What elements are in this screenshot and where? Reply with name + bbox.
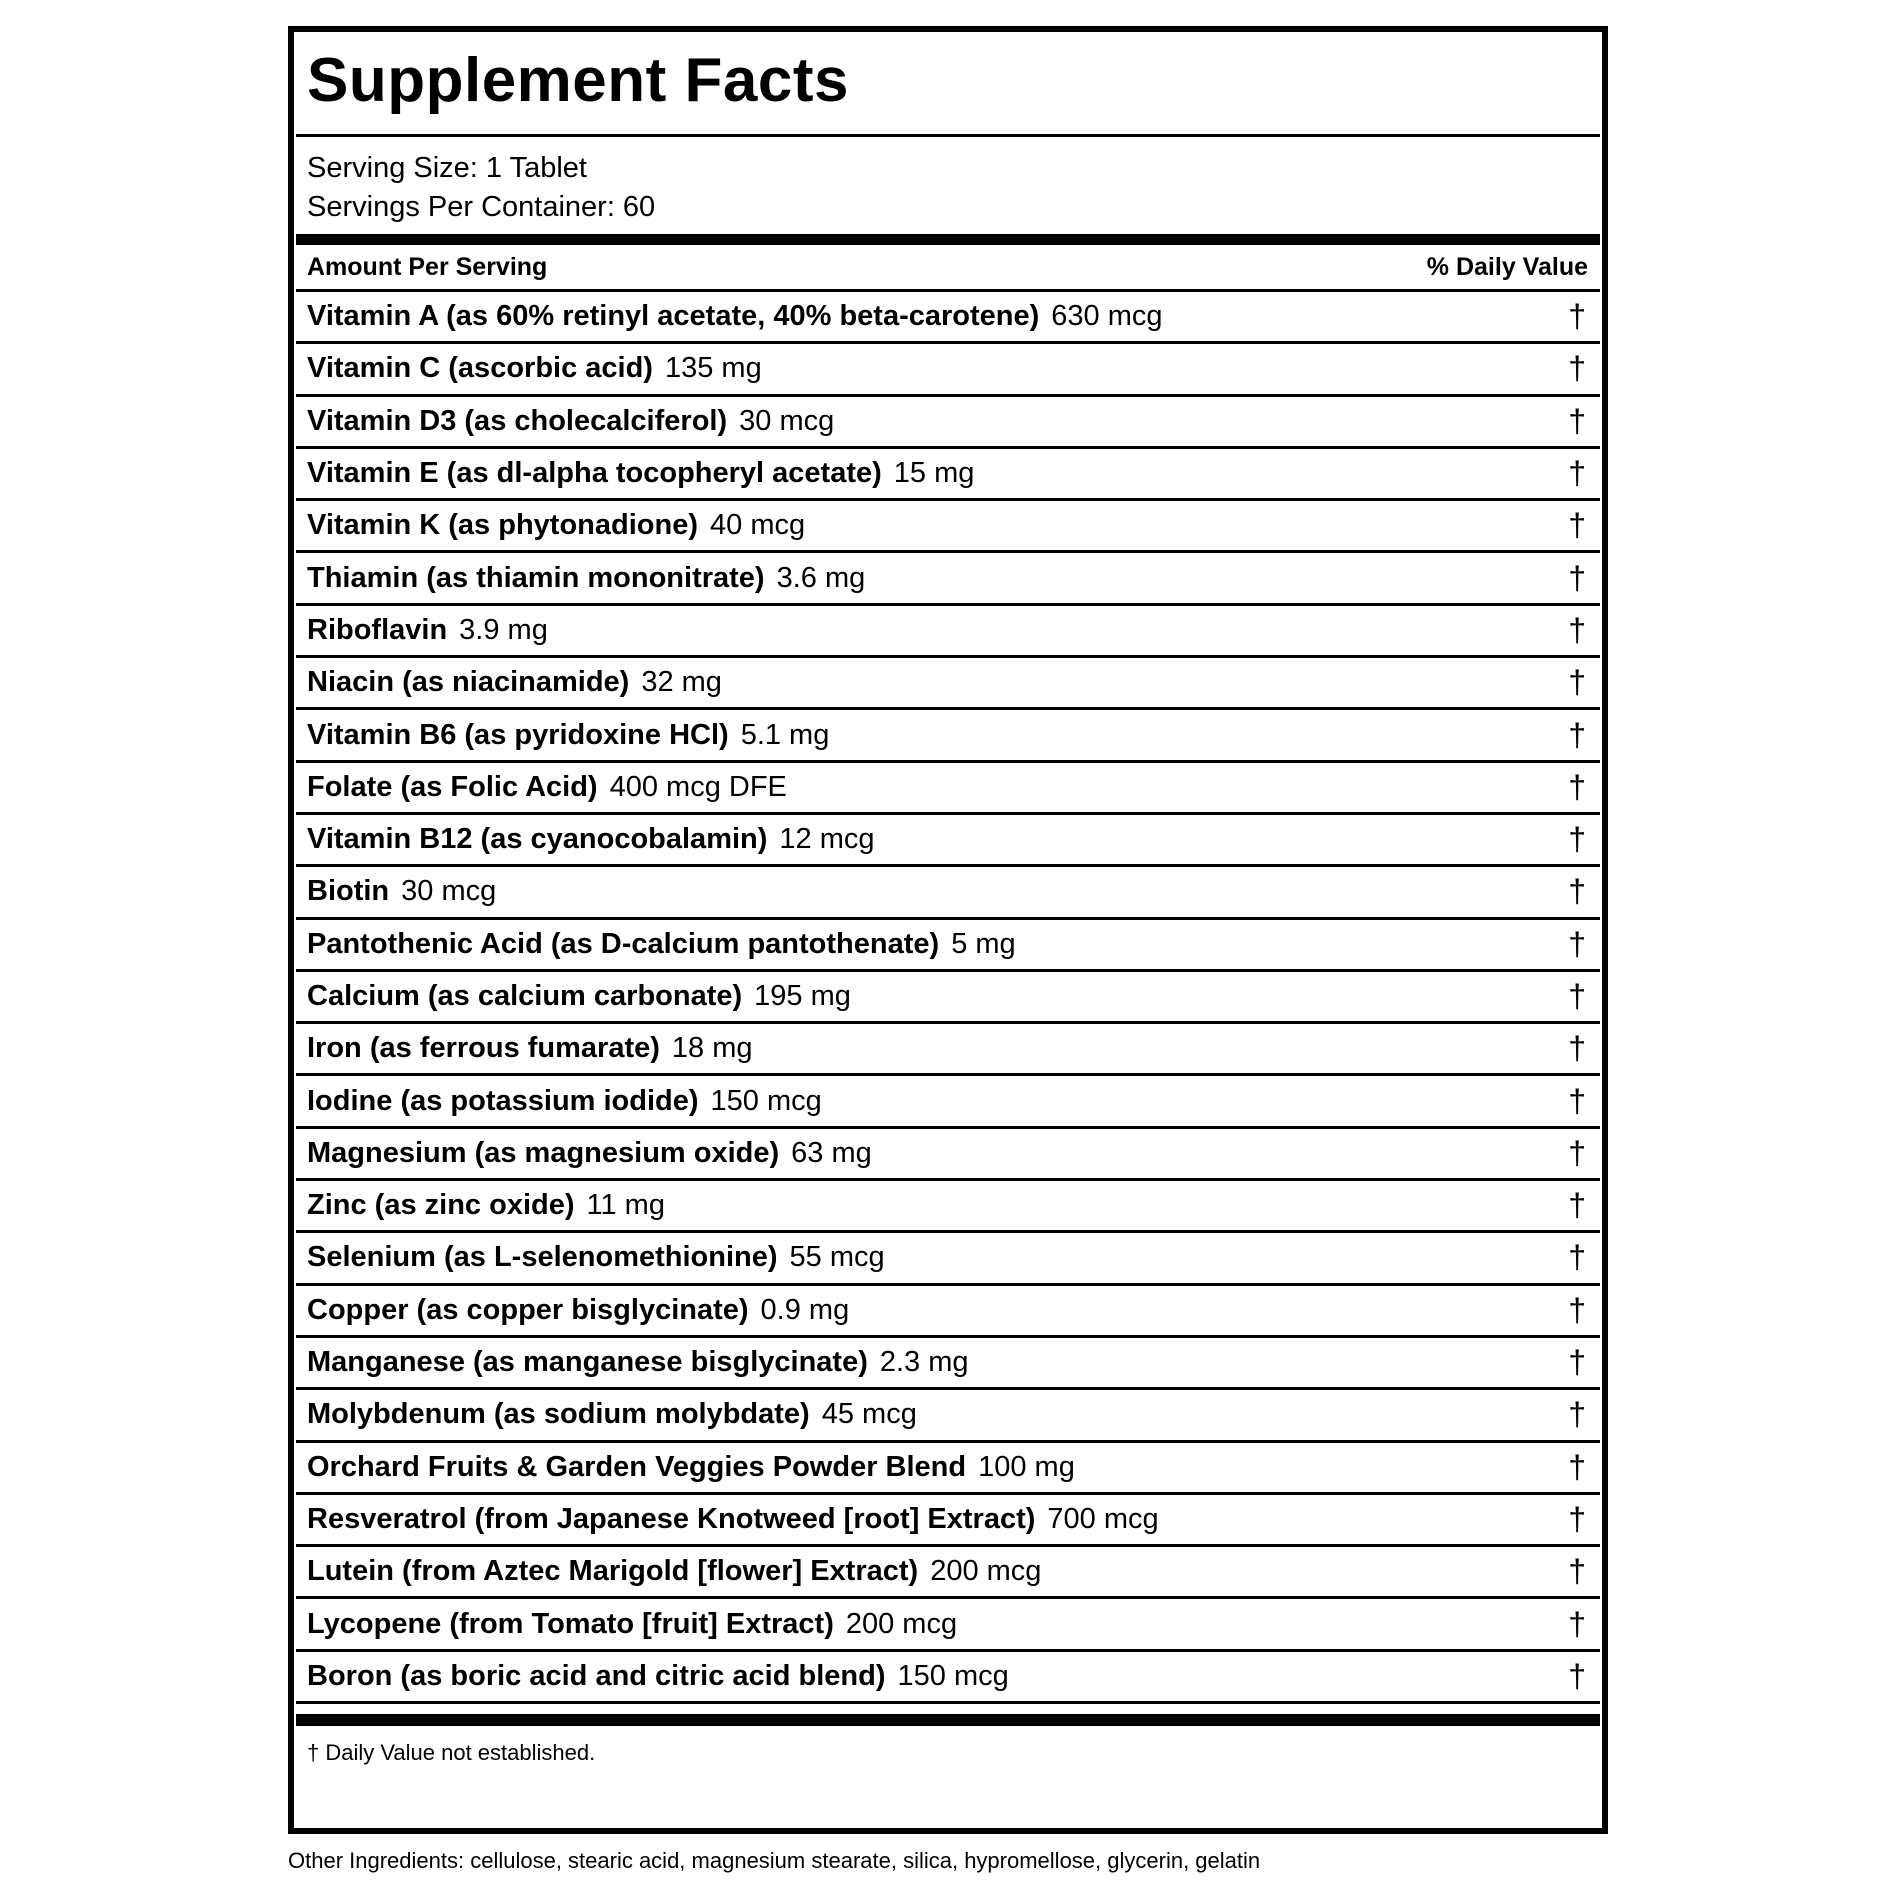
nutrient-amount: 55 mcg	[789, 1241, 885, 1274]
nutrient-left	[307, 719, 829, 752]
amount-per-serving-header: Amount Per Serving	[307, 252, 548, 281]
nutrient-amount: 630 mcg	[1051, 300, 1163, 333]
nutrient-row	[296, 1443, 1600, 1495]
nutrient-row	[296, 1129, 1600, 1181]
nutrient-name: Boron (as boric acid and citric acid blend)	[307, 1659, 886, 1692]
nutrient-row	[296, 920, 1600, 972]
nutrient-daily-value: †	[1568, 1657, 1586, 1694]
nutrient-daily-value: †	[1568, 1605, 1586, 1642]
nutrient-name: Vitamin B6 (as pyridoxine HCl)	[307, 718, 729, 751]
serving-size: Serving Size: 1 Tablet	[307, 152, 587, 184]
nutrient-amount: 18 mg	[671, 1032, 753, 1065]
nutrient-left	[307, 1503, 1159, 1536]
column-header-row	[296, 245, 1600, 292]
nutrient-name: Selenium (as L-selenomethionine)	[307, 1241, 778, 1274]
nutrient-daily-value: †	[1568, 873, 1586, 910]
nutrient-left	[307, 509, 805, 542]
nutrient-left	[307, 300, 1163, 333]
nutrient-left	[307, 666, 722, 699]
nutrient-amount: 11 mg	[586, 1189, 665, 1222]
nutrient-amount: 200 mcg	[845, 1607, 958, 1640]
nutrient-name: Magnesium (as magnesium oxide)	[307, 1136, 780, 1169]
nutrient-name: Calcium (as calcium carbonate)	[307, 980, 743, 1012]
nutrient-left	[307, 823, 875, 856]
nutrient-daily-value: †	[1568, 1553, 1586, 1590]
nutrient-left	[307, 614, 548, 647]
nutrient-row	[296, 553, 1600, 605]
nutrient-row	[296, 292, 1600, 344]
spacer	[294, 1704, 1602, 1714]
nutrient-amount: 40 mcg	[710, 509, 806, 542]
nutrient-daily-value: †	[1568, 664, 1586, 701]
other-ingredients: Other Ingredients: cellulose, stearic acid, magnesium stearate, silica, hypromellose, glycerin, gelatin	[288, 1848, 1261, 1873]
nutrient-amount: 150 mcg	[897, 1659, 1009, 1692]
nutrient-amount: 400 mcg DFE	[609, 770, 787, 803]
nutrient-daily-value: †	[1568, 1134, 1586, 1171]
nutrient-daily-value: †	[1568, 1030, 1586, 1067]
nutrient-amount: 15 mg	[893, 457, 975, 490]
nutrient-name: Vitamin C (ascorbic acid)	[307, 352, 653, 385]
nutrient-name: Lutein (from Aztec Marigold [flower] Extract)	[307, 1555, 919, 1588]
nutrient-left	[307, 875, 496, 908]
nutrient-name: Iron (as ferrous fumarate)	[307, 1032, 660, 1065]
nutrient-row	[296, 397, 1600, 449]
nutrient-daily-value: †	[1568, 1187, 1586, 1224]
nutrient-name: Orchard Fruits & Garden Veggies Powder Blend	[307, 1450, 967, 1483]
nutrient-row	[296, 815, 1600, 867]
nutrient-row	[296, 1286, 1600, 1338]
nutrient-row	[296, 606, 1600, 658]
nutrient-row	[296, 1652, 1600, 1704]
nutrient-daily-value: †	[1568, 978, 1586, 1014]
nutrient-left	[307, 1294, 849, 1327]
nutrient-left	[307, 1137, 872, 1170]
nutrient-name: Pantothenic Acid (as D-calcium pantothenate)	[307, 927, 940, 960]
nutrient-daily-value: †	[1568, 1291, 1586, 1328]
nutrient-daily-value: †	[1568, 768, 1586, 805]
nutrient-left	[307, 1608, 957, 1641]
nutrient-amount: 150 mcg	[710, 1084, 822, 1117]
nutrient-row	[296, 1495, 1600, 1547]
nutrient-left	[307, 1555, 1041, 1588]
thick-divider-bottom	[296, 1714, 1600, 1726]
nutrient-row	[296, 1024, 1600, 1076]
nutrient-daily-value: †	[1568, 402, 1586, 439]
nutrient-left	[307, 1398, 917, 1431]
nutrient-daily-value: †	[1568, 821, 1586, 858]
nutrient-row	[296, 1338, 1600, 1390]
nutrient-daily-value: †	[1568, 350, 1586, 387]
nutrient-name: Molybdenum (as sodium molybdate)	[307, 1398, 810, 1431]
nutrient-row	[296, 1390, 1600, 1442]
nutrient-row	[296, 344, 1600, 396]
nutrient-name: Zinc (as zinc oxide)	[307, 1189, 575, 1222]
nutrient-row	[296, 1599, 1600, 1651]
nutrient-daily-value: †	[1568, 455, 1586, 492]
nutrient-amount: 3.6 mg	[776, 561, 866, 594]
nutrient-amount: 30 mcg	[401, 875, 497, 908]
nutrient-name: Vitamin D3 (as cholecalciferol)	[307, 404, 728, 437]
nutrient-name: Copper (as copper bisglycinate)	[307, 1293, 749, 1326]
nutrient-amount: 32 mg	[641, 666, 722, 699]
nutrient-row	[296, 658, 1600, 710]
nutrient-name: Niacin (as niacinamide)	[307, 666, 630, 699]
daily-value-header: % Daily Value	[1426, 252, 1588, 281]
nutrient-amount: 2.3 mg	[879, 1346, 969, 1379]
nutrient-name: Folate (as Folic Acid)	[307, 770, 598, 803]
nutrient-amount: 45 mcg	[821, 1398, 917, 1431]
nutrient-amount: 135 mg	[664, 352, 762, 385]
nutrient-name: Lycopene (from Tomato [fruit] Extract)	[307, 1607, 834, 1640]
nutrient-amount: 12 mcg	[779, 823, 875, 856]
nutrient-amount: 0.9 mg	[760, 1293, 850, 1326]
nutrient-name: Manganese (as manganese bisglycinate)	[307, 1346, 868, 1379]
nutrient-row	[296, 867, 1600, 919]
nutrient-amount: 5.1 mg	[740, 718, 830, 751]
nutrient-daily-value: †	[1568, 1448, 1586, 1485]
nutrient-left	[307, 1085, 822, 1118]
nutrient-amount: 63 mg	[791, 1136, 872, 1169]
nutrient-amount: 100 mg	[978, 1450, 1075, 1483]
label-title: Supplement Facts	[307, 46, 849, 115]
nutrient-row	[296, 972, 1600, 1024]
nutrient-amount: 3.9 mg	[459, 613, 548, 646]
nutrient-left	[307, 980, 851, 1013]
nutrient-name: Vitamin B12 (as cyanocobalamin)	[307, 823, 768, 856]
nutrient-daily-value: †	[1568, 559, 1586, 596]
nutrient-row	[296, 710, 1600, 762]
nutrient-name: Iodine (as potassium iodide)	[307, 1084, 699, 1117]
nutrient-left	[307, 1241, 885, 1274]
nutrient-row	[296, 1233, 1600, 1285]
nutrient-amount: 195 mg	[754, 980, 851, 1012]
nutrient-left	[307, 562, 865, 595]
thick-divider	[296, 234, 1600, 245]
nutrient-amount: 30 mcg	[739, 404, 835, 437]
nutrient-row	[296, 763, 1600, 815]
nutrient-name: Resveratrol (from Japanese Knotweed [root] Extract)	[307, 1502, 1036, 1535]
nutrient-daily-value: †	[1568, 1500, 1586, 1537]
nutrient-row	[296, 501, 1600, 553]
nutrient-left	[307, 457, 974, 490]
servings-per-container: Servings Per Container: 60	[307, 191, 656, 223]
nutrient-row	[296, 1547, 1600, 1599]
nutrient-left	[307, 405, 834, 438]
nutrient-daily-value: †	[1568, 298, 1586, 335]
nutrient-name: Vitamin A (as 60% retinyl acetate, 40% beta-carotene)	[307, 300, 1040, 333]
nutrient-daily-value: †	[1568, 925, 1586, 962]
nutrient-left	[307, 1451, 1075, 1484]
nutrient-name: Biotin	[307, 875, 390, 908]
nutrient-left	[307, 771, 787, 804]
nutrient-left	[307, 1660, 1009, 1693]
nutrient-name: Vitamin E (as dl-alpha tocopheryl acetate)	[307, 457, 882, 490]
nutrient-list	[296, 292, 1600, 1704]
nutrient-left	[307, 1032, 753, 1065]
nutrient-left	[307, 352, 762, 385]
nutrient-left	[307, 1189, 665, 1222]
nutrient-amount: 5 mg	[951, 927, 1016, 960]
nutrient-amount: 200 mcg	[930, 1555, 1042, 1588]
serving-info	[294, 137, 1602, 234]
nutrient-name: Thiamin (as thiamin mononitrate)	[307, 561, 765, 594]
nutrient-left	[307, 928, 1016, 961]
nutrient-row	[296, 1181, 1600, 1233]
footnote: † Daily Value not established.	[307, 1740, 596, 1766]
nutrient-daily-value: †	[1568, 507, 1586, 544]
nutrient-left	[307, 1346, 969, 1379]
nutrient-daily-value: †	[1568, 716, 1586, 753]
nutrient-name: Riboflavin	[307, 613, 448, 646]
nutrient-amount: 700 mcg	[1047, 1502, 1159, 1535]
nutrient-daily-value: †	[1568, 1239, 1586, 1276]
nutrient-daily-value: †	[1568, 611, 1586, 648]
supplement-facts-panel	[288, 26, 1608, 1834]
nutrient-daily-value: †	[1568, 1396, 1586, 1433]
nutrient-row	[296, 1076, 1600, 1128]
nutrient-row	[296, 449, 1600, 501]
nutrient-name: Vitamin K (as phytonadione)	[307, 509, 699, 542]
nutrient-daily-value: †	[1568, 1082, 1586, 1119]
nutrient-daily-value: †	[1568, 1344, 1586, 1381]
